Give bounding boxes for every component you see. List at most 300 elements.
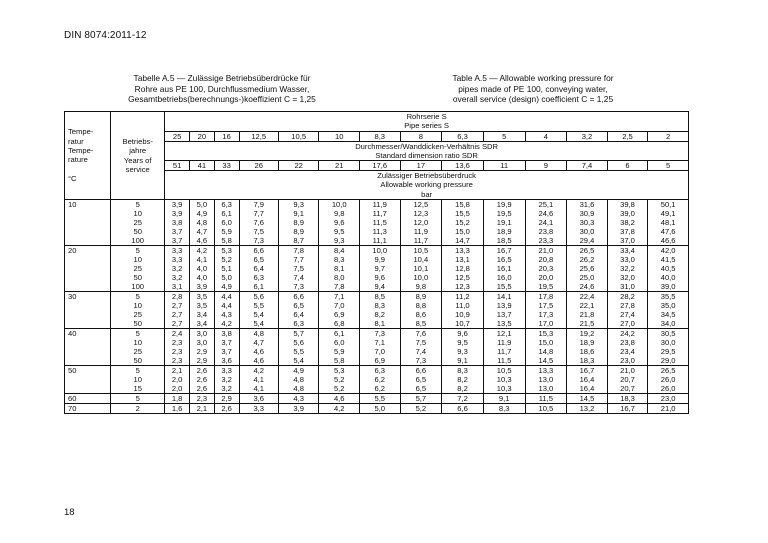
sdr-value: 11 <box>483 161 525 171</box>
pressure-value-cell: 6,2 <box>359 375 400 384</box>
pressure-value-cell: 7,4 <box>278 273 319 282</box>
caption-german <box>92 73 352 105</box>
pipe-series-value: 2 <box>648 131 689 141</box>
pressure-value-cell: 17,0 <box>525 319 567 329</box>
table-row <box>65 394 689 404</box>
pressure-value-cell: 21,0 <box>525 246 567 256</box>
table-row <box>65 209 689 218</box>
pipe-series-header <box>165 112 689 132</box>
header-line: ratur <box>68 136 84 146</box>
pressure-value-cell: 28,2 <box>607 292 648 302</box>
pressure-value-cell: 7,9 <box>239 200 278 210</box>
temperature-cell: 30 <box>65 292 111 329</box>
pressure-value-cell: 22,1 <box>567 301 608 310</box>
years-cell: 5 <box>111 292 165 302</box>
pressure-value-cell: 6,1 <box>239 282 278 292</box>
pressure-value-cell: 2,8 <box>165 292 190 302</box>
pressure-value-cell: 37,8 <box>607 227 648 236</box>
temperature-cell: 10 <box>65 200 111 246</box>
pressure-value-cell: 6,6 <box>442 404 484 414</box>
years-cell: 5 <box>111 394 165 404</box>
pressure-value-cell: 33,4 <box>607 246 648 256</box>
pressure-value-cell: 35,5 <box>648 292 689 302</box>
pressure-value-cell: 26,5 <box>648 366 689 376</box>
pressure-value-cell: 11,1 <box>359 236 400 246</box>
table-row <box>65 356 689 366</box>
pipe-series-value: 16 <box>214 131 239 141</box>
header-line: Tempe- <box>68 127 94 137</box>
temperature-column-header <box>65 112 111 200</box>
standard-designation: DIN 8074:2011-12 <box>64 30 147 41</box>
sdr-value: 33 <box>214 161 239 171</box>
pressure-value-cell: 10,0 <box>400 273 442 282</box>
years-cell: 5 <box>111 200 165 210</box>
sdr-value: 13,6 <box>442 161 484 171</box>
table-row <box>65 236 689 246</box>
pressure-value-cell: 14,5 <box>567 394 608 404</box>
header-line: rature <box>68 155 88 165</box>
pressure-value-cell: 5,4 <box>278 356 319 366</box>
pressure-value-cell: 12,5 <box>442 273 484 282</box>
pressure-value-cell: 10,3 <box>483 375 525 384</box>
years-cell: 10 <box>111 255 165 264</box>
pressure-value-cell: 6,5 <box>400 375 442 384</box>
pressure-value-cell: 3,9 <box>189 282 214 292</box>
pressure-value-cell: 14,1 <box>483 292 525 302</box>
pressure-value-cell: 25,1 <box>525 200 567 210</box>
pressure-value-cell: 49,1 <box>648 209 689 218</box>
pressure-value-cell: 5,5 <box>239 301 278 310</box>
pressure-value-cell: 30,3 <box>567 218 608 227</box>
years-cell: 5 <box>111 246 165 256</box>
pressure-value-cell: 7,3 <box>239 236 278 246</box>
pressure-value-cell: 5,7 <box>278 329 319 339</box>
pressure-value-cell: 16,4 <box>567 384 608 394</box>
pressure-value-cell: 15,5 <box>483 282 525 292</box>
pressure-value-cell: 2,7 <box>165 319 190 329</box>
pressure-value-cell: 3,5 <box>189 292 214 302</box>
pressure-value-cell: 4,8 <box>278 375 319 384</box>
pressure-value-cell: 4,2 <box>189 246 214 256</box>
pressure-value-cell: 16,7 <box>607 404 648 414</box>
pressure-value-cell: 39,0 <box>607 209 648 218</box>
table-row <box>65 218 689 227</box>
pressure-value-cell: 2,9 <box>189 347 214 356</box>
pressure-value-cell: 8,3 <box>442 366 484 376</box>
pressure-value-cell: 4,8 <box>189 218 214 227</box>
pressure-value-cell: 17,8 <box>525 292 567 302</box>
pressure-value-cell: 7,0 <box>359 347 400 356</box>
pressure-value-cell: 30,5 <box>648 329 689 339</box>
pressure-value-cell: 2,9 <box>214 394 239 404</box>
temperature-cell: 20 <box>65 246 111 292</box>
pressure-value-cell: 11,9 <box>483 338 525 347</box>
pressure-value-cell: 3,2 <box>214 375 239 384</box>
pressure-value-cell: 19,5 <box>525 282 567 292</box>
pressure-value-cell: 20,0 <box>525 273 567 282</box>
pressure-value-cell: 15,3 <box>525 329 567 339</box>
years-cell: 100 <box>111 282 165 292</box>
pressure-value-cell: 12,1 <box>483 329 525 339</box>
table-row <box>65 200 689 210</box>
pressure-value-cell: 2,3 <box>165 338 190 347</box>
pressure-value-cell: 16,7 <box>483 246 525 256</box>
pressure-value-cell: 10,1 <box>400 264 442 273</box>
pressure-value-cell: 8,5 <box>400 319 442 329</box>
caption-english <box>408 73 658 105</box>
pressure-value-cell: 47,6 <box>648 227 689 236</box>
pressure-value-cell: 48,1 <box>648 218 689 227</box>
years-cell: 25 <box>111 264 165 273</box>
pressure-value-cell: 4,1 <box>239 375 278 384</box>
pressure-value-cell: 17,5 <box>525 301 567 310</box>
pressure-value-cell: 8,6 <box>400 310 442 319</box>
pressure-value-cell: 20,8 <box>525 255 567 264</box>
pressure-value-cell: 3,0 <box>189 329 214 339</box>
pressure-value-cell: 8,3 <box>319 255 360 264</box>
pressure-value-cell: 42,0 <box>648 246 689 256</box>
pressure-value-cell: 31,0 <box>607 282 648 292</box>
pressure-value-cell: 8,0 <box>319 273 360 282</box>
pressure-value-cell: 7,7 <box>239 209 278 218</box>
pressure-value-cell: 30,9 <box>567 209 608 218</box>
pressure-value-cell: 4,3 <box>214 310 239 319</box>
pressure-value-cell: 6,6 <box>278 292 319 302</box>
pressure-value-cell: 6,3 <box>359 366 400 376</box>
pressure-value-cell: 9,3 <box>442 347 484 356</box>
table-row <box>65 366 689 376</box>
pressure-value-cell: 5,5 <box>359 394 400 404</box>
pressure-value-cell: 50,1 <box>648 200 689 210</box>
table-body <box>65 200 689 414</box>
pressure-value-cell: 11,3 <box>359 227 400 236</box>
pressure-value-cell: 9,6 <box>442 329 484 339</box>
pressure-value-cell: 7,1 <box>319 292 360 302</box>
pressure-value-cell: 4,7 <box>189 227 214 236</box>
table-header <box>65 112 689 200</box>
pressure-value-cell: 13,1 <box>442 255 484 264</box>
pressure-value-cell: 6,6 <box>239 246 278 256</box>
pipe-series-value: 5 <box>483 131 525 141</box>
pressure-value-cell: 15,5 <box>442 209 484 218</box>
pressure-value-cell: 2,1 <box>165 366 190 376</box>
pressure-value-cell: 29,5 <box>648 347 689 356</box>
pressure-value-cell: 6,3 <box>214 200 239 210</box>
pressure-value-cell: 4,2 <box>319 404 360 414</box>
pressure-value-cell: 13,9 <box>483 301 525 310</box>
years-cell: 5 <box>111 329 165 339</box>
pressure-value-cell: 21,0 <box>607 366 648 376</box>
temperature-unit: °C <box>68 174 77 184</box>
pressure-value-cell: 5,7 <box>400 394 442 404</box>
pressure-value-cell: 3,9 <box>278 404 319 414</box>
pressure-value-cell: 9,3 <box>319 236 360 246</box>
pressure-value-cell: 12,0 <box>400 218 442 227</box>
pipe-series-value: 3,2 <box>567 131 608 141</box>
pressure-value-cell: 5,8 <box>319 356 360 366</box>
pressure-value-cell: 14,8 <box>525 347 567 356</box>
pipe-series-value: 2,5 <box>607 131 648 141</box>
pressure-value-cell: 18,9 <box>483 227 525 236</box>
pressure-value-cell: 4,6 <box>319 394 360 404</box>
pressure-value-cell: 11,9 <box>400 227 442 236</box>
pressure-value-cell: 12,8 <box>442 264 484 273</box>
years-column-header <box>111 112 165 200</box>
pipe-series-value: 10,5 <box>278 131 319 141</box>
sdr-header <box>165 141 689 161</box>
sdr-value: 17 <box>400 161 442 171</box>
pressure-value-cell: 5,9 <box>214 227 239 236</box>
pressure-value-cell: 32,0 <box>607 273 648 282</box>
pressure-value-cell: 8,3 <box>359 301 400 310</box>
pressure-value-cell: 9,5 <box>319 227 360 236</box>
sdr-value: 9 <box>525 161 567 171</box>
sdr-value: 22 <box>278 161 319 171</box>
pressure-value-cell: 7,7 <box>278 255 319 264</box>
pressure-value-cell: 23,8 <box>607 338 648 347</box>
pressure-value-cell: 9,8 <box>400 282 442 292</box>
pressure-value-cell: 4,7 <box>239 338 278 347</box>
pressure-value-cell: 25,6 <box>567 264 608 273</box>
pressure-value-cell: 3,5 <box>189 301 214 310</box>
pressure-value-cell: 3,0 <box>189 338 214 347</box>
years-cell: 100 <box>111 236 165 246</box>
pressure-value-cell: 3,6 <box>214 356 239 366</box>
pressure-value-cell: 9,1 <box>483 394 525 404</box>
pressure-value-cell: 22,4 <box>567 292 608 302</box>
pipe-series-value: 10 <box>319 131 360 141</box>
pressure-value-cell: 6,3 <box>278 319 319 329</box>
pressure-value-cell: 14,7 <box>442 236 484 246</box>
pressure-value-cell: 11,0 <box>442 301 484 310</box>
pressure-value-cell: 3,4 <box>189 310 214 319</box>
pressure-value-cell: 9,9 <box>359 255 400 264</box>
pressure-value-cell: 8,5 <box>359 292 400 302</box>
sdr-value: 21 <box>319 161 360 171</box>
header-line: Pipe series S <box>404 121 449 131</box>
pressure-value-cell: 3,6 <box>239 394 278 404</box>
years-cell: 10 <box>111 209 165 218</box>
pressure-value-cell: 37,0 <box>607 236 648 246</box>
pressure-value-cell: 16,1 <box>483 264 525 273</box>
pressure-value-cell: 33,0 <box>607 255 648 264</box>
pressure-value-cell: 5,0 <box>189 200 214 210</box>
pressure-value-cell: 8,9 <box>400 292 442 302</box>
pressure-value-cell: 3,8 <box>165 218 190 227</box>
pressure-value-cell: 9,4 <box>359 282 400 292</box>
pressure-value-cell: 5,5 <box>278 347 319 356</box>
pressure-value-cell: 7,3 <box>359 329 400 339</box>
pressure-value-cell: 3,3 <box>165 246 190 256</box>
pressure-value-cell: 40,0 <box>648 273 689 282</box>
pressure-header <box>165 171 689 200</box>
pressure-value-cell: 21,5 <box>567 319 608 329</box>
pressure-value-cell: 5,6 <box>278 338 319 347</box>
pressure-value-cell: 13,5 <box>483 319 525 329</box>
pressure-value-cell: 2,3 <box>165 347 190 356</box>
pressure-value-cell: 3,3 <box>239 404 278 414</box>
pipe-series-value: 12,5 <box>239 131 278 141</box>
pressure-value-cell: 24,6 <box>525 209 567 218</box>
pressure-value-cell: 4,3 <box>278 394 319 404</box>
pressure-value-cell: 5,2 <box>214 255 239 264</box>
sdr-value: 26 <box>239 161 278 171</box>
pressure-value-cell: 5,2 <box>319 375 360 384</box>
pressure-value-cell: 13,2 <box>567 404 608 414</box>
pressure-value-cell: 30,0 <box>648 338 689 347</box>
pressure-value-cell: 9,1 <box>278 209 319 218</box>
table-row <box>65 264 689 273</box>
temperature-cell: 50 <box>65 366 111 394</box>
pressure-value-cell: 2,6 <box>214 404 239 414</box>
pressure-value-cell: 3,8 <box>214 329 239 339</box>
pressure-value-cell: 24,2 <box>607 329 648 339</box>
pressure-value-cell: 2,3 <box>165 356 190 366</box>
pressure-value-cell: 7,5 <box>278 264 319 273</box>
years-cell: 10 <box>111 338 165 347</box>
pressure-value-cell: 5,6 <box>239 292 278 302</box>
pressure-value-cell: 8,8 <box>400 301 442 310</box>
pressure-value-cell: 6,4 <box>278 310 319 319</box>
pressure-value-cell: 23,3 <box>525 236 567 246</box>
pressure-value-cell: 8,2 <box>359 310 400 319</box>
header-line: Allowable working pressure <box>380 180 473 190</box>
pressure-value-cell: 2,3 <box>189 394 214 404</box>
pressure-value-cell: 4,8 <box>278 384 319 394</box>
temperature-cell: 40 <box>65 329 111 366</box>
pressure-value-cell: 4,0 <box>189 264 214 273</box>
pressure-value-cell: 3,9 <box>165 200 190 210</box>
pressure-value-cell: 6,9 <box>319 310 360 319</box>
pressure-value-cell: 24,6 <box>567 282 608 292</box>
pressure-value-cell: 13,0 <box>525 375 567 384</box>
pressure-value-cell: 7,3 <box>278 282 319 292</box>
pressure-value-cell: 10,5 <box>525 404 567 414</box>
pressure-value-cell: 12,5 <box>400 200 442 210</box>
table-row <box>65 338 689 347</box>
pressure-value-cell: 5,4 <box>239 319 278 329</box>
pressure-value-cell: 18,5 <box>483 236 525 246</box>
caption-german-line: Tabelle A.5 — Zulässige Betriebsüberdrücke für <box>133 73 311 83</box>
pressure-value-cell: 27,8 <box>607 301 648 310</box>
pressure-value-cell: 4,6 <box>189 236 214 246</box>
pressure-value-cell: 13,7 <box>483 310 525 319</box>
years-cell: 10 <box>111 301 165 310</box>
pressure-value-cell: 16,0 <box>483 273 525 282</box>
pressure-value-cell: 2,6 <box>189 384 214 394</box>
pressure-value-cell: 7,1 <box>359 338 400 347</box>
pressure-value-cell: 11,7 <box>359 209 400 218</box>
table-row <box>65 384 689 394</box>
pressure-value-cell: 3,3 <box>214 366 239 376</box>
years-cell: 15 <box>111 384 165 394</box>
years-cell: 50 <box>111 319 165 329</box>
pressure-value-cell: 8,4 <box>319 246 360 256</box>
pressure-value-cell: 10,0 <box>359 246 400 256</box>
pressure-value-cell: 7,2 <box>442 394 484 404</box>
pressure-value-cell: 7,8 <box>278 246 319 256</box>
years-cell: 2 <box>111 404 165 414</box>
pressure-value-cell: 7,8 <box>319 282 360 292</box>
pipe-series-value: 8 <box>400 131 442 141</box>
pressure-value-cell: 40,5 <box>648 264 689 273</box>
pressure-value-cell: 5,2 <box>319 384 360 394</box>
pressure-value-cell: 41,5 <box>648 255 689 264</box>
pressure-value-cell: 6,5 <box>400 384 442 394</box>
pressure-value-cell: 5,3 <box>319 366 360 376</box>
pressure-value-cell: 6,1 <box>214 209 239 218</box>
pressure-value-cell: 16,4 <box>567 375 608 384</box>
pressure-value-cell: 10,4 <box>400 255 442 264</box>
pressure-value-cell: 7,3 <box>400 356 442 366</box>
pressure-value-cell: 8,3 <box>483 404 525 414</box>
table-row <box>65 329 689 339</box>
page-number: 18 <box>64 507 75 518</box>
pressure-value-cell: 6,1 <box>319 329 360 339</box>
pressure-value-cell: 15,2 <box>442 218 484 227</box>
pressure-value-cell: 8,1 <box>359 319 400 329</box>
caption-english-line: pipes made of PE 100, conveying water, <box>458 83 608 94</box>
caption-english-line: Table A.5 — Allowable working pressure for <box>452 73 614 83</box>
pressure-value-cell: 3,1 <box>165 282 190 292</box>
pressure-value-cell: 2,6 <box>189 375 214 384</box>
pressure-value-cell: 10,5 <box>483 366 525 376</box>
pressure-value-cell: 8,7 <box>278 236 319 246</box>
pressure-value-cell: 9,5 <box>442 338 484 347</box>
pressure-value-cell: 6,4 <box>239 264 278 273</box>
pipe-series-value: 8,3 <box>359 131 400 141</box>
pressure-value-cell: 2,6 <box>189 366 214 376</box>
pressure-value-cell: 21,0 <box>648 404 689 414</box>
table-row <box>65 255 689 264</box>
pressure-value-cell: 5,1 <box>214 264 239 273</box>
pressure-value-cell: 4,2 <box>214 319 239 329</box>
pressure-value-cell: 4,9 <box>189 209 214 218</box>
pressure-value-cell: 2,4 <box>165 329 190 339</box>
pressure-value-cell: 14,5 <box>525 356 567 366</box>
pressure-value-cell: 6,5 <box>278 301 319 310</box>
pressure-value-cell: 26,5 <box>567 246 608 256</box>
pressure-value-cell: 11,7 <box>483 347 525 356</box>
pressure-value-cell: 5,2 <box>400 404 442 414</box>
pressure-value-cell: 12,3 <box>400 209 442 218</box>
pressure-value-cell: 26,0 <box>648 384 689 394</box>
pressure-value-cell: 25,0 <box>567 273 608 282</box>
pressure-value-cell: 6,5 <box>239 255 278 264</box>
pressure-value-cell: 5,3 <box>214 246 239 256</box>
pressure-value-cell: 19,9 <box>483 200 525 210</box>
caption-german-line: Gesamtbetriebs(berechnungs-)koeffizient C = 1,25 <box>128 94 316 104</box>
pressure-value-cell: 11,9 <box>359 200 400 210</box>
pressure-value-cell: 11,5 <box>359 218 400 227</box>
pressure-value-cell: 38,2 <box>607 218 648 227</box>
table-row <box>65 375 689 384</box>
years-cell: 5 <box>111 366 165 376</box>
pressure-value-cell: 3,7 <box>165 227 190 236</box>
pressure-value-cell: 3,2 <box>165 264 190 273</box>
pipe-series-value: 4 <box>525 131 567 141</box>
pressure-value-cell: 13,0 <box>525 384 567 394</box>
pressure-value-cell: 39,8 <box>607 200 648 210</box>
pressure-value-cell: 23,8 <box>525 227 567 236</box>
pressure-value-cell: 18,6 <box>567 347 608 356</box>
pressure-value-cell: 6,9 <box>359 356 400 366</box>
header-line: service <box>125 164 150 174</box>
pressure-value-cell: 3,2 <box>165 273 190 282</box>
sdr-value: 17,6 <box>359 161 400 171</box>
pressure-value-cell: 8,1 <box>319 264 360 273</box>
pressure-value-cell: 21,8 <box>567 310 608 319</box>
